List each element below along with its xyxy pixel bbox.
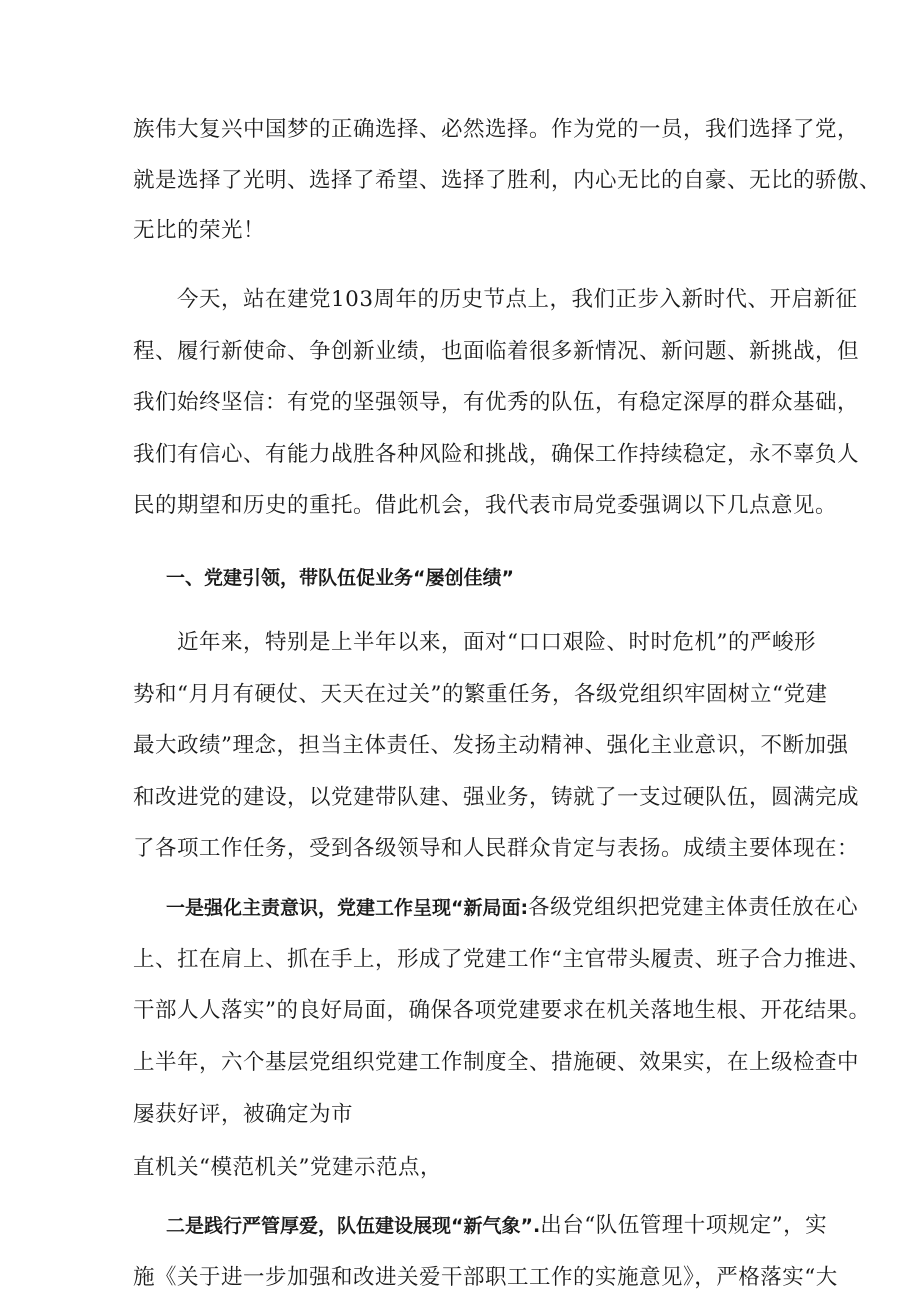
text-line: 势和“月月有硬仗、天天在过关”的繁重任务，各级党组织牢固树立“党建 [133,682,828,707]
text-line [166,1211,828,1241]
text-line: 了各项工作任务，受到各级领导和人民群众肯定与表扬。成绩主要体现在： [133,836,860,861]
text-line: 近年来，特别是上半年以来，面对“口口艰险、时时危机”的严峻形 [177,630,816,655]
text-line: 干部人人落实”的良好局面，确保各项党建要求在机关落地生根、开花结果。 [133,998,871,1023]
section-heading: 一、党建引领，带队伍促业务“屡创佳绩” [166,567,514,589]
text-line: 施《关于进一步加强和改进关爱干部职工工作的实施意见》，严格落实“大 [133,1265,838,1290]
text-line: 最大政绩”理念，担当主体责任、发扬主动精神、强化主业意识，不断加强 [133,733,849,758]
text-line: 屡获好评，被确定为市 [133,1102,354,1127]
text-line: 和改进党的建设，以党建带队建、强业务，铸就了一支过硬队伍，圆满完成 [133,785,860,810]
paragraph-lead: 一是强化主责意识，党建工作呈现“新局面: [166,897,529,919]
text-line: 我们始终坚信：有党的坚强领导，有优秀的队伍，有稳定深厚的群众基础， [133,390,860,415]
text-line: 今天，站在建党103周年的历史节点上，我们正步入新时代、开启新征 [177,287,858,312]
text-line: 民的期望和历史的重托。借此机会，我代表市局党委强调以下几点意见。 [133,493,838,518]
text-line: 就是选择了光明、选择了希望、选择了胜利，内心无比的自豪、无比的骄傲、 [133,168,882,193]
paragraph-lead: 二是践行严管厚爱，队伍建设展现“新气象”. [166,1215,541,1237]
text-line: 程、履行新使命、争创新业绩，也面临着很多新情况、新问题、新挑战，但 [133,339,860,364]
text-line: 无比的荣光！ [133,218,266,243]
text-line [166,893,859,923]
text-line: 直机关“模范机关”党建示范点， [133,1155,442,1180]
text-line: 族伟大复兴中国梦的正确选择、必然选择。作为党的一员，我们选择了党， [133,117,860,142]
paragraph-text: 各级党组织把党建主体责任放在心 [528,895,859,920]
text-line: 我们有信心、有能力战胜各种风险和挑战，确保工作持续稳定，永不辜负人 [133,442,860,467]
paragraph-text: 出台“队伍管理十项规定”，实 [540,1213,828,1238]
text-line: 上、扛在肩上、抓在手上，形成了党建工作“主官带头履责、班子合力推进、 [133,947,871,972]
text-line: 上半年，六个基层党组织党建工作制度全、措施硬、效果实，在上级检查中 [133,1050,860,1075]
